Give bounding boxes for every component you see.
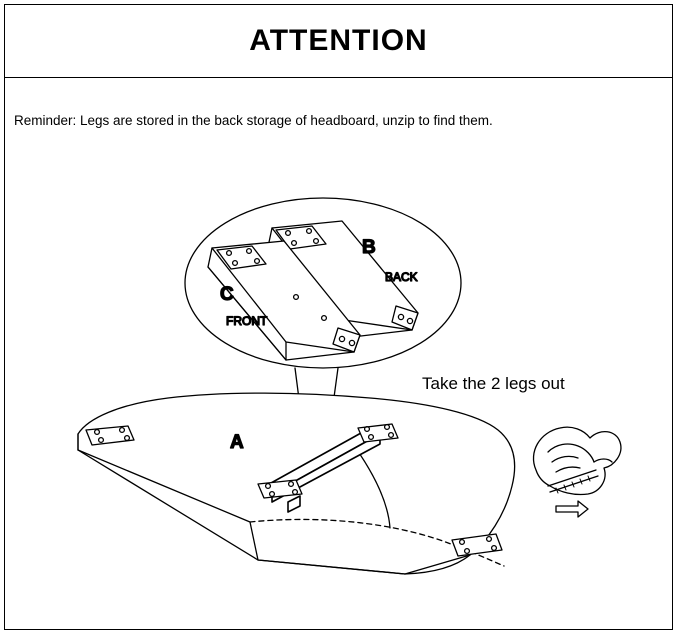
label-leg-c: C	[220, 284, 234, 305]
page-title: ATTENTION	[249, 23, 428, 57]
label-leg-b: B	[362, 237, 376, 258]
label-front: FRONT	[226, 314, 268, 328]
zipper-arrow-icon	[556, 501, 588, 517]
reminder-text: Reminder: Legs are stored in the back storage of headboard, unzip to find them.	[14, 113, 493, 128]
instruction-caption: Take the 2 legs out	[422, 374, 565, 393]
label-back: BACK	[385, 270, 418, 284]
mounting-plate-center	[258, 480, 302, 498]
mattress-base	[78, 393, 515, 574]
zipper-hand-inset	[533, 427, 620, 517]
label-headboard: A	[230, 432, 244, 453]
mounting-plate-right-rail	[358, 424, 398, 442]
